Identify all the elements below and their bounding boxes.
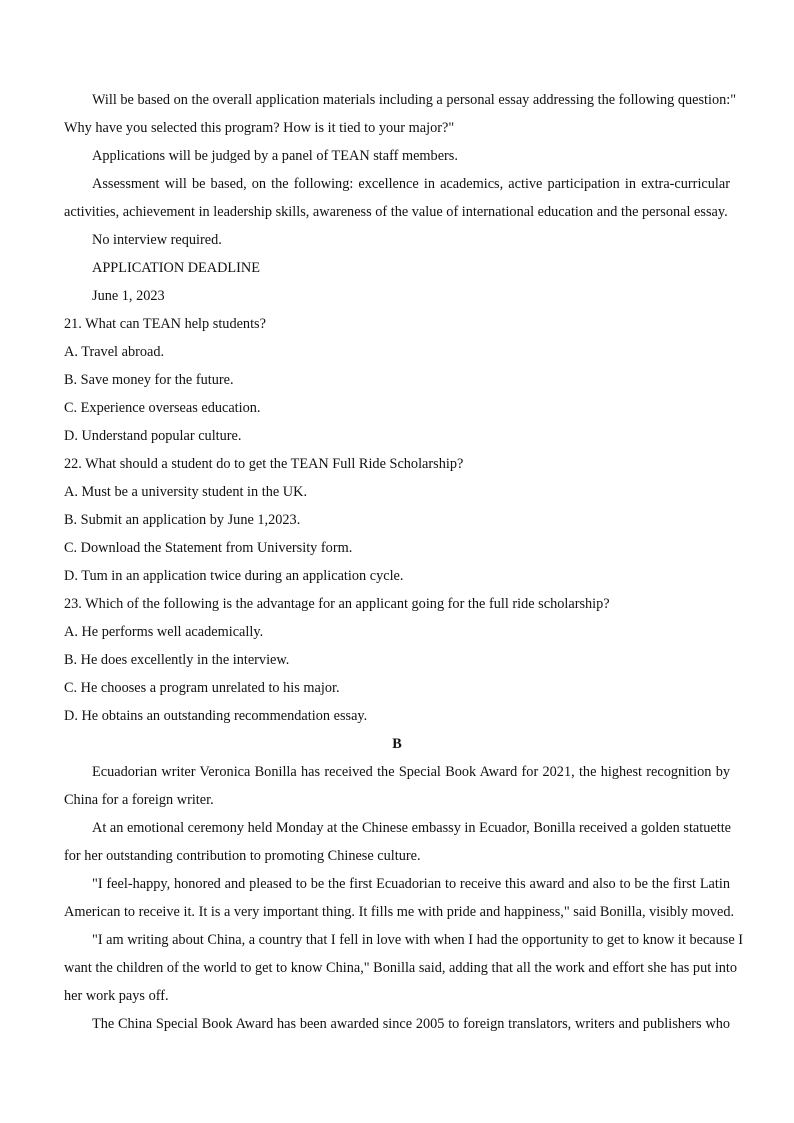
text-line: Ecuadorian writer Veronica Bonilla has received the Special Book Award for 2021, the highest recognition by — [92, 764, 730, 780]
section-b-paragraph-4 — [64, 926, 744, 1010]
text-line: American to receive it. It is a very important thing. It fills me with pride and happiness," said Bonilla, visibly moved. — [64, 904, 735, 920]
option-c: C. Experience overseas education. — [64, 400, 261, 416]
intro-paragraph-2: Applications will be judged by a panel of TEAN staff members. — [92, 148, 458, 164]
text-line: The China Special Book Award has been awarded since 2005 to foreign translators, writers and publishers who — [92, 1016, 730, 1032]
intro-paragraph-4: No interview required. — [92, 232, 222, 248]
option-b: B. He does excellently in the interview. — [64, 652, 290, 668]
question-22 — [64, 450, 730, 590]
question-stem: 22. What should a student do to get the TEAN Full Ride Scholarship? — [64, 456, 464, 472]
text-line: At an emotional ceremony held Monday at the Chinese embassy in Ecuador, Bonilla received a golden statuette — [92, 820, 732, 836]
option-d: D. Understand popular culture. — [64, 428, 242, 444]
text-line: her work pays off. — [64, 988, 169, 1004]
deadline-label: APPLICATION DEADLINE — [92, 260, 260, 276]
text-line: Assessment will be based, on the following: excellence in academics, active participation in extra-curricular — [92, 176, 730, 192]
text-line: Will be based on the overall application materials including a personal essay addressing the following question:" — [92, 92, 737, 108]
intro-paragraph-1 — [64, 86, 737, 142]
question-stem: 21. What can TEAN help students? — [64, 316, 266, 332]
intro-paragraph-3 — [64, 170, 730, 226]
section-b-title: B — [392, 736, 402, 752]
option-b: B. Submit an application by June 1,2023. — [64, 512, 301, 528]
option-a: A. Travel abroad. — [64, 344, 165, 360]
option-a: A. Must be a university student in the UK. — [64, 484, 308, 500]
document-page — [64, 86, 744, 1038]
question-23 — [64, 590, 730, 730]
section-b-paragraph-1 — [64, 758, 730, 814]
option-d: D. He obtains an outstanding recommendation essay. — [64, 708, 368, 724]
option-b: B. Save money for the future. — [64, 372, 234, 388]
question-21 — [64, 310, 730, 450]
section-b-paragraph-2 — [64, 814, 730, 870]
text-line: want the children of the world to get to know China," Bonilla said, adding that all the work and effort she has put into — [64, 960, 738, 976]
text-line: "I feel-happy, honored and pleased to be the first Ecuadorian to receive this award and also to be the first Latin — [92, 876, 730, 892]
section-b-paragraph-5 — [64, 1010, 730, 1038]
text-line: Why have you selected this program? How is it tied to your major?" — [64, 120, 455, 136]
deadline-date: June 1, 2023 — [92, 288, 165, 304]
text-line: activities, achievement in leadership skills, awareness of the value of international education and the personal essay. — [64, 204, 728, 220]
text-line: China for a foreign writer. — [64, 792, 214, 808]
text-line: for her outstanding contribution to promoting Chinese culture. — [64, 848, 421, 864]
option-d: D. Tum in an application twice during an application cycle. — [64, 568, 404, 584]
option-c: C. Download the Statement from University form. — [64, 540, 353, 556]
section-b-paragraph-3 — [64, 870, 735, 926]
option-c: C. He chooses a program unrelated to his major. — [64, 680, 340, 696]
question-stem: 23. Which of the following is the advantage for an applicant going for the full ride scholarship? — [64, 596, 610, 612]
text-line: "I am writing about China, a country that I fell in love with when I had the opportunity to get to know it because I — [92, 932, 744, 948]
option-a: A. He performs well academically. — [64, 624, 264, 640]
